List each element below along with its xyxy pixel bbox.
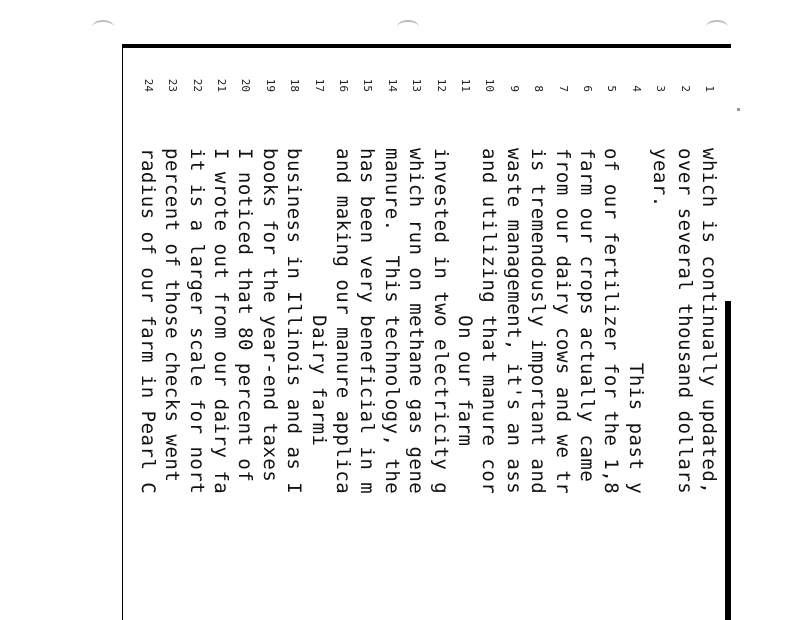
- line-number: 16: [337, 78, 350, 92]
- line-text: business in Illinois and as I: [283, 148, 306, 495]
- line-number: 14: [385, 78, 399, 92]
- line-text: which is continually updated,: [698, 148, 720, 495]
- scan-speck: [737, 108, 740, 111]
- transcript-line: [648, 46, 672, 620]
- document-page: [122, 44, 731, 620]
- line-text: which run on methane gas gene: [405, 148, 428, 495]
- line-number: 21: [215, 78, 228, 92]
- line-number: 19: [263, 78, 277, 92]
- line-number: 4: [629, 85, 643, 92]
- rotated-transcript: [123, 46, 731, 620]
- line-text: Dairy farmi: [307, 148, 330, 447]
- transcript-line: [697, 46, 721, 620]
- line-number: 15: [361, 78, 375, 92]
- line-text: year.: [649, 148, 672, 208]
- transcript-line: [575, 46, 599, 620]
- transcript-line: [331, 46, 355, 620]
- line-number: 7: [556, 85, 570, 92]
- line-number: 5: [605, 85, 619, 92]
- line-number: 11: [459, 78, 472, 92]
- transcript-line: [477, 46, 501, 620]
- transcript-line: [551, 46, 575, 620]
- line-text: radius of our farm in Pearl C: [136, 148, 159, 495]
- transcript-line: [185, 46, 209, 620]
- line-text: I wrote out from our dairy fa: [210, 148, 232, 495]
- punch-hole-center: [397, 20, 419, 34]
- transcript-line: [624, 46, 648, 620]
- line-text: and utilizing that manure cor: [478, 148, 501, 495]
- line-text: On our farm: [454, 148, 476, 447]
- line-text: of our fertilizer for the 1,8: [600, 148, 623, 495]
- transcript-line: [258, 46, 282, 620]
- line-number: 12: [434, 78, 448, 92]
- line-number: 6: [581, 85, 594, 92]
- transcript-line: [209, 46, 233, 620]
- line-number: 13: [410, 78, 424, 92]
- line-text: I noticed that 80 percent of: [234, 148, 257, 483]
- transcript-line: [355, 46, 379, 620]
- line-text: manure. This technology, the: [380, 148, 403, 495]
- line-text: and making our manure applica: [332, 148, 354, 495]
- line-text: invested in two electricity g: [429, 148, 452, 495]
- line-text: is tremendously important and: [527, 148, 550, 495]
- line-text: percent of those checks went: [161, 148, 184, 483]
- line-text: This past y: [624, 148, 647, 495]
- transcript-line: [136, 46, 160, 620]
- transcript-line: [599, 46, 623, 620]
- line-number: 23: [166, 78, 180, 92]
- line-text: it is a larger scale for nort: [185, 148, 208, 495]
- transcript-line: [233, 46, 257, 620]
- line-number: 8: [532, 85, 546, 92]
- line-text: from our dairy cows and we tr: [551, 148, 574, 495]
- punch-hole-right: [706, 20, 728, 34]
- line-number: 24: [141, 78, 155, 92]
- line-text: books for the year-end taxes: [258, 148, 281, 483]
- transcript-line: [282, 46, 306, 620]
- line-number: 18: [288, 78, 302, 92]
- line-text: has been very beneficial in m: [356, 148, 379, 495]
- transcript-line: [307, 46, 331, 620]
- transcript-line: [160, 46, 184, 620]
- line-number: 9: [507, 85, 521, 92]
- line-text: over several thousand dollars: [673, 148, 696, 495]
- line-number: 20: [239, 78, 253, 92]
- line-number: 10: [483, 78, 497, 92]
- line-text: waste management, it's an ass: [502, 148, 525, 495]
- transcript-line: [673, 46, 697, 620]
- transcript-line: [404, 46, 428, 620]
- line-number: 22: [190, 78, 204, 92]
- transcript-line: [526, 46, 550, 620]
- transcript-line: [380, 46, 404, 620]
- transcript-line: [453, 46, 477, 620]
- line-number: 2: [678, 85, 692, 92]
- line-number: 3: [654, 85, 668, 92]
- line-text: farm our crops actually came: [576, 148, 598, 483]
- line-number: 17: [312, 78, 326, 92]
- line-number: 1: [703, 85, 716, 92]
- punch-hole-left: [92, 20, 114, 34]
- transcript-line: [502, 46, 526, 620]
- transcript-line: [429, 46, 453, 620]
